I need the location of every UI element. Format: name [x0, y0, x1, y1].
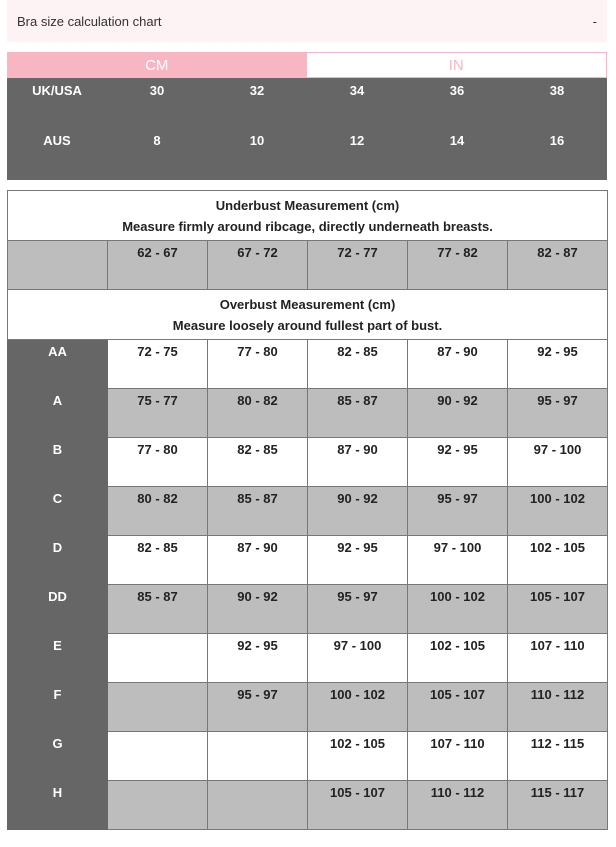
- overbust-value: 87 - 90: [208, 536, 308, 585]
- overbust-value: 102 - 105: [408, 634, 508, 683]
- overbust-header: [8, 290, 608, 340]
- overbust-value: 90 - 92: [408, 389, 508, 438]
- overbust-value: 95 - 97: [408, 487, 508, 536]
- uk-usa-label: UK/USA: [32, 83, 82, 98]
- underbust-value: 62 - 67: [108, 241, 208, 290]
- overbust-value: 110 - 112: [408, 781, 508, 830]
- aus-size-row: [7, 133, 607, 148]
- overbust-value: 77 - 80: [108, 438, 208, 487]
- unit-cm-button[interactable]: CM: [7, 52, 307, 78]
- empty-cell: [8, 241, 108, 290]
- size-conversion-block: [7, 78, 607, 180]
- overbust-value: 100 - 102: [508, 487, 608, 536]
- overbust-value: 72 - 75: [108, 340, 208, 389]
- cup-label: G: [8, 732, 108, 781]
- cup-label: D: [8, 536, 108, 585]
- cup-row: [8, 732, 608, 781]
- overbust-value: 95 - 97: [308, 585, 408, 634]
- cup-label: AA: [8, 340, 108, 389]
- overbust-value: 97 - 100: [508, 438, 608, 487]
- overbust-value: 112 - 115: [508, 732, 608, 781]
- cup-label: H: [8, 781, 108, 830]
- accordion-title: Bra size calculation chart: [17, 13, 162, 29]
- overbust-value: 82 - 85: [308, 340, 408, 389]
- aus-label: AUS: [43, 133, 71, 148]
- aus-size: 10: [249, 133, 265, 148]
- overbust-value: 107 - 110: [408, 732, 508, 781]
- uk-size: 38: [549, 83, 565, 98]
- overbust-value: [108, 634, 208, 683]
- overbust-value: 82 - 85: [108, 536, 208, 585]
- unit-in-button[interactable]: IN: [307, 52, 608, 78]
- overbust-header-row: [8, 290, 608, 340]
- overbust-value: 110 - 112: [508, 683, 608, 732]
- overbust-value: 95 - 97: [208, 683, 308, 732]
- overbust-value: 80 - 82: [208, 389, 308, 438]
- overbust-value: 85 - 87: [208, 487, 308, 536]
- underbust-header: [8, 191, 608, 241]
- measurement-table: [7, 190, 608, 830]
- cup-row: [8, 585, 608, 634]
- overbust-value: [108, 781, 208, 830]
- uk-size: 36: [449, 83, 465, 98]
- overbust-value: [208, 781, 308, 830]
- aus-size: 16: [549, 133, 565, 148]
- overbust-value: 105 - 107: [308, 781, 408, 830]
- overbust-value: 107 - 110: [508, 634, 608, 683]
- cup-row: [8, 634, 608, 683]
- overbust-value: 92 - 95: [308, 536, 408, 585]
- uk-size: 32: [249, 83, 265, 98]
- overbust-value: [208, 732, 308, 781]
- cup-row: [8, 487, 608, 536]
- overbust-value: 105 - 107: [408, 683, 508, 732]
- overbust-value: 90 - 92: [208, 585, 308, 634]
- overbust-value: 97 - 100: [308, 634, 408, 683]
- overbust-value: [108, 732, 208, 781]
- cup-label: E: [8, 634, 108, 683]
- cup-label: B: [8, 438, 108, 487]
- overbust-value: 97 - 100: [408, 536, 508, 585]
- overbust-value: 90 - 92: [308, 487, 408, 536]
- underbust-instruction: Measure firmly around ribcage, directly underneath breasts.: [122, 218, 493, 234]
- uk-usa-size-row: [7, 83, 607, 98]
- cup-row: [8, 536, 608, 585]
- cup-row: [8, 438, 608, 487]
- overbust-value: [108, 683, 208, 732]
- chart-accordion-header[interactable]: [7, 0, 607, 42]
- collapse-icon[interactable]: -: [592, 13, 597, 29]
- underbust-value: 82 - 87: [508, 241, 608, 290]
- overbust-value: 92 - 95: [508, 340, 608, 389]
- aus-size: 14: [449, 133, 465, 148]
- overbust-value: 87 - 90: [408, 340, 508, 389]
- cup-row: [8, 340, 608, 389]
- unit-toggle: [7, 52, 607, 78]
- overbust-value: 105 - 107: [508, 585, 608, 634]
- cup-row: [8, 389, 608, 438]
- uk-size: 34: [349, 83, 365, 98]
- overbust-value: 92 - 95: [208, 634, 308, 683]
- overbust-title: Overbust Measurement (cm): [219, 296, 396, 312]
- overbust-value: 92 - 95: [408, 438, 508, 487]
- overbust-instruction: Measure loosely around fullest part of bust.: [172, 317, 443, 333]
- cup-row: [8, 781, 608, 830]
- underbust-value: 67 - 72: [208, 241, 308, 290]
- underbust-value: 72 - 77: [308, 241, 408, 290]
- underbust-title: Underbust Measurement (cm): [215, 197, 400, 213]
- cup-label: C: [8, 487, 108, 536]
- uk-size: 30: [149, 83, 165, 98]
- overbust-value: 85 - 87: [308, 389, 408, 438]
- cup-label: A: [8, 389, 108, 438]
- overbust-value: 82 - 85: [208, 438, 308, 487]
- underbust-header-row: [8, 191, 608, 241]
- overbust-value: 85 - 87: [108, 585, 208, 634]
- overbust-value: 77 - 80: [208, 340, 308, 389]
- overbust-value: 95 - 97: [508, 389, 608, 438]
- underbust-values-row: [8, 241, 608, 290]
- overbust-value: 87 - 90: [308, 438, 408, 487]
- overbust-value: 100 - 102: [308, 683, 408, 732]
- underbust-value: 77 - 82: [408, 241, 508, 290]
- overbust-value: 100 - 102: [408, 585, 508, 634]
- overbust-value: 102 - 105: [308, 732, 408, 781]
- overbust-value: 115 - 117: [508, 781, 608, 830]
- aus-size: 12: [349, 133, 365, 148]
- cup-row: [8, 683, 608, 732]
- cup-label: DD: [8, 585, 108, 634]
- overbust-value: 80 - 82: [108, 487, 208, 536]
- aus-size: 8: [153, 133, 161, 148]
- overbust-value: 102 - 105: [508, 536, 608, 585]
- overbust-value: 75 - 77: [108, 389, 208, 438]
- cup-label: F: [8, 683, 108, 732]
